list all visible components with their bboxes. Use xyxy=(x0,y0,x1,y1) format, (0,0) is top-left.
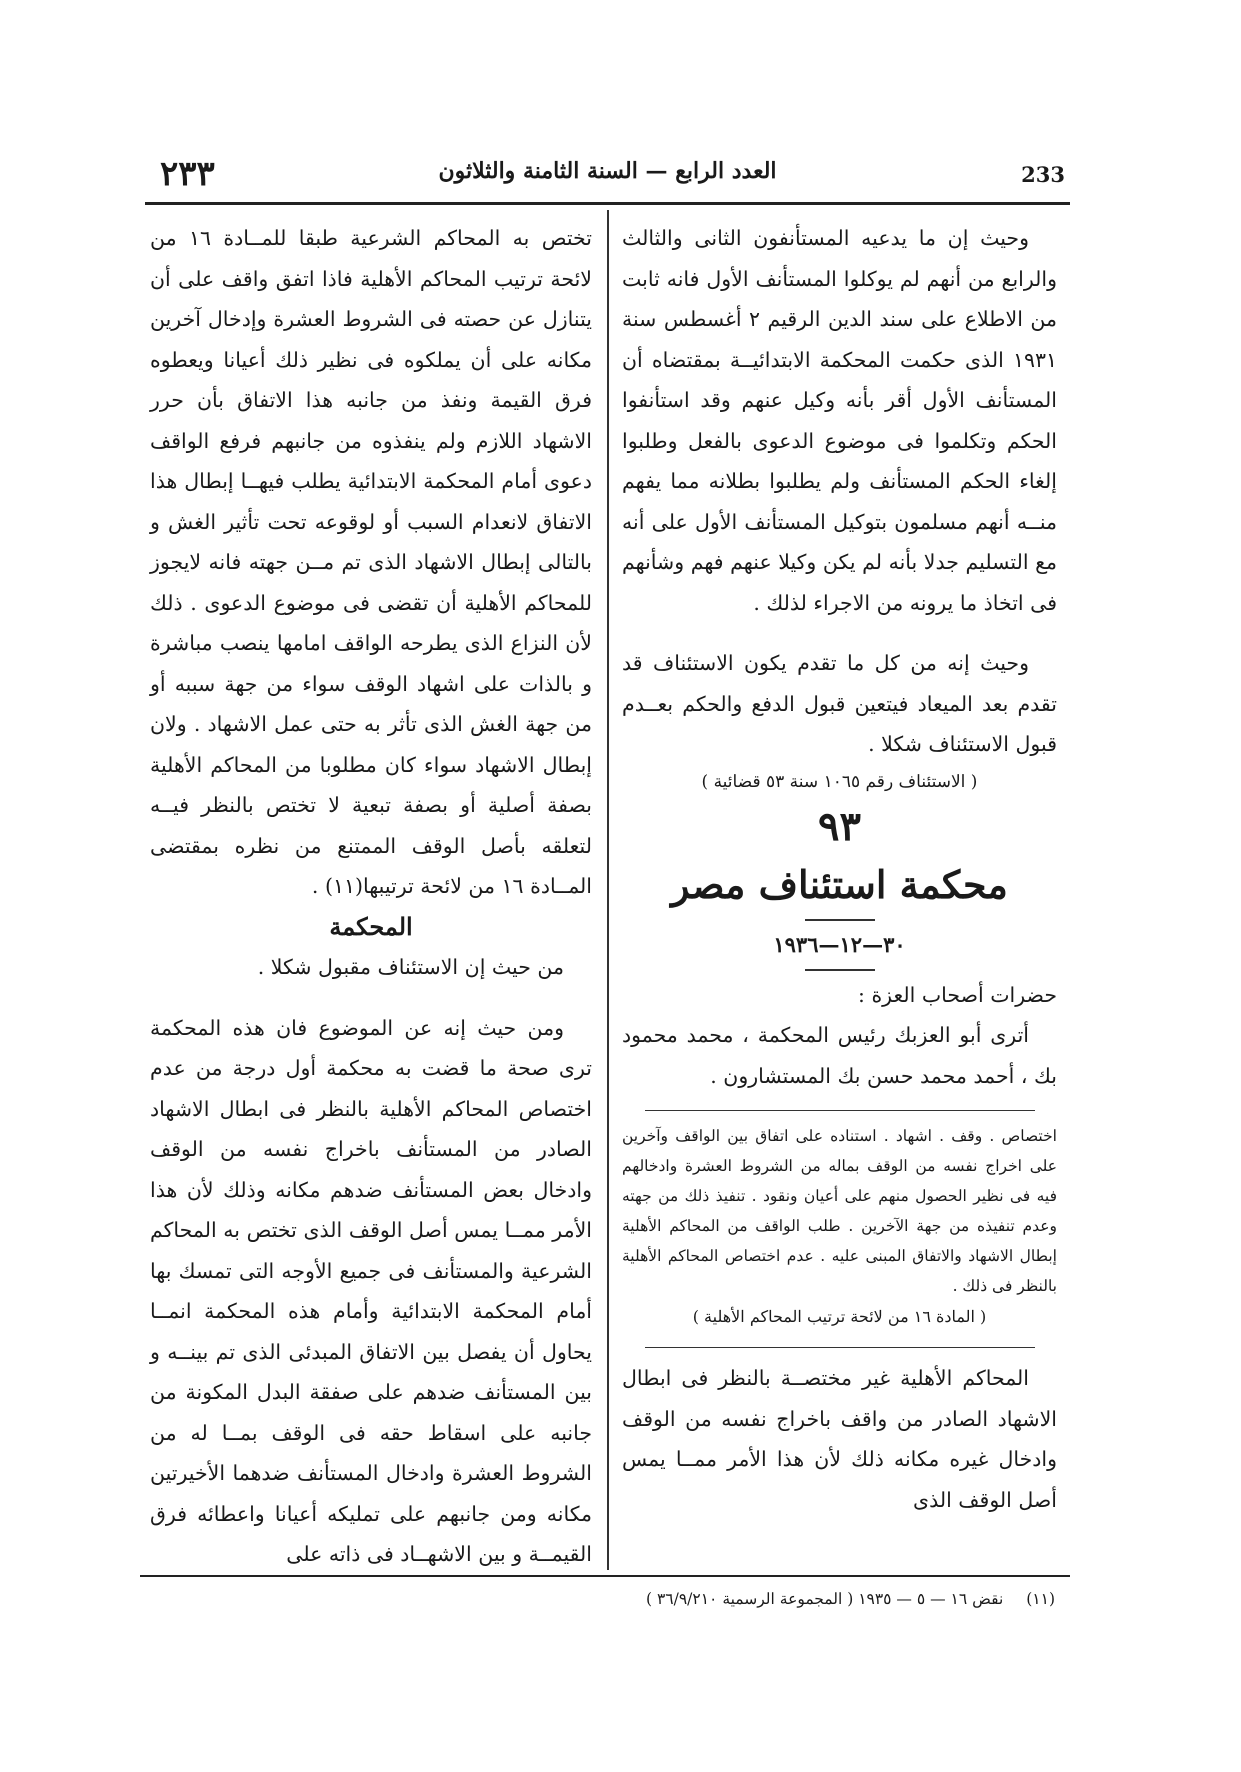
divider xyxy=(805,919,875,921)
divider xyxy=(645,1347,1035,1348)
paragraph: المحاكم الأهلية غير مختصــة بالنظر فى ابطال الاشهاد الصادر من واقف باخراج نفسه من الوقف وادخال غيره مكانه ذلك لأن هذا الأمر ممــا يمس أصل الوقف الذى xyxy=(622,1366,1057,1512)
left-column xyxy=(150,218,592,1575)
appeal-reference: ( الاستئناف رقم ١٠٦٥ سنة ٥٣ قضائية ) xyxy=(701,771,978,792)
panel-members: أترى أبو العزبك رئيس المحكمة ، محمد محمود بك ، أحمد محمد حسن بك المستشارون . xyxy=(622,1023,1057,1088)
page-header xyxy=(150,150,1065,200)
paragraph: ومن حيث إنه عن الموضوع فان هذه المحكمة ترى صحة ما قضت به محكمة أول درجة من عدم اختصاص المحاكم الأهلية بالنظر فى ابطال الاشهاد الصادر من المستأنف باخراج نفسه من الوقف وادخال بعض المستأنف ضدهم مكانه وذلك لأن هذا الأمر ممــا يمس أصل الوقف الذى تختص به المحاكم الشرعية والمستأنف فى جميع الأوجه التى تمسك بها أمام المحكمة الابتدائية وأمام هذه المحكمة انمــا يحاول أن يفصل بين الاتفاق المبدئى الذى تم بينــه و بين المستأنف ضدهم على صفقة البدل المكونة من جانبه على اسقاط حقه فى الوقف بمــا له من الشروط العشرة وادخال المستأنف ضدهما الأخيرتين مكانه ومن جانبهم على تمليكه أعيانا واعطائه فرق القيمــة و بين الاشهــاد فى ذاته على xyxy=(150,1015,592,1566)
footnote-mark: (١١) xyxy=(1026,1590,1055,1608)
divider xyxy=(805,969,875,971)
header-rule xyxy=(145,202,1070,205)
footnote-rule xyxy=(140,1575,1070,1577)
paragraph: وحيث إنه من كل ما تقدم يكون الاستئناف قد تقدم بعد الميعاد فيتعين قبول الدفع والحكم بعــدم قبول الاستئناف شكلا . xyxy=(622,651,1057,756)
paragraph: من حيث إن الاستئناف مقبول شكلا . xyxy=(257,955,564,979)
page-number-latin: 233 xyxy=(1021,162,1065,187)
paragraph: وحيث إن ما يدعيه المستأنفون الثانى والثالث والرابع من أنهم لم يوكلوا المستأنف الأول فانه ثابت من الاطلاع على سند الدين الرقيم ٢ أغسطس سنة ١٩٣١ الذى حكمت المحكمة الابتدائيــة بمقتضاه أن المستأنف الأول أقر بأنه وكيل عنهم وقد استأنفوا الحكم وتكلموا فى موضوع الدعوى بالفعل وطلبوا إلغاء الحكم المستأنف ولم يطلبوا بطلانه مما يفهم منــه أنهم مسلمون بتوكيل المستأنف الأول على أنه مع التسليم جدلا بأنه لم يكن وكيلا عنهم فهم وشأنهم فى اتخاذ ما يرونه من الاجراء لذلك . xyxy=(622,226,1057,615)
page-number-arabic: ٢٣٣ xyxy=(160,154,215,194)
journal-issue-title: العدد الرابع — السنة الثامنة والثلاثون xyxy=(438,158,777,184)
right-column xyxy=(622,218,1057,1520)
footnote-text: نقض ١٦ — ٥ — ١٩٣٥ ( المجموعة الرسمية ٣٦/٩/٢١٠ ) xyxy=(646,1590,1004,1608)
footnote xyxy=(150,1586,1055,1612)
case-summary: اختصاص . وقف . اشهاد . استناده على اتفاق بين الواقف وآخرين على اخراج نفسه من الوقف بماله من الشروط العشرة وادخالهم فيه فى نظير الحصول منهم على أعيان ونقود . تنفيذ ذلك من جهته وعدم تنفيذه من جهة الآخرين . طلب الواقف من المحاكم الأهلية إبطال الاشهاد والاتفاق المبنى عليه . عدم اختصاص المحاكم الأهلية بالنظر فى ذلك . xyxy=(622,1127,1057,1295)
court-name: محكمة استئناف مصر xyxy=(671,861,1008,907)
divider xyxy=(645,1110,1035,1111)
column-divider xyxy=(607,210,609,1570)
paragraph: تختص به المحاكم الشرعية طبقا للمــادة ١٦ من لائحة ترتيب المحاكم الأهلية فاذا اتفق واقف على أن يتنازل عن حصته فى الشروط العشرة وإدخال آخرين مكانه على أن يملكوه فى نظير ذلك أعيانا ويعطوه فرق القيمة ونفذ من جانبه هذا الاتفاق بأن حرر الاشهاد اللازم ولم ينفذوه من جانبهم فرفع الواقف دعوى أمام المحكمة الابتدائية يطلب فيهــا إبطال هذا الاتفاق لانعدام السبب أو لوقوعه تحت تأثير الغش و بالتالى إبطال الاشهاد الذى تم مــن جهته فانه لايجوز للمحاكم الأهلية أن تقضى فى موضوع الدعوى . ذلك لأن النزاع الذى يطرحه الواقف امامها ينصب مباشرة و بالذات على اشهاد الوقف سواء من جهة سببه أو من جهة الغش الذى تأثر به حتى عمل الاشهاد . ولان إبطال الاشهاد سواء كان مطلوبا من المحاكم الأهلية بصفة أصلية أو بصفة تبعية لا تختص بالنظر فيــه لتعلقه بأصل الوقف الممتنع من نظره بمقتضى المــادة ١٦ من لائحة ترتيبها(١١) . xyxy=(150,226,592,898)
section-heading: المحكمة xyxy=(329,911,413,941)
decision-date: ٣٠—١٢—١٩٣٦ xyxy=(773,931,906,957)
case-number: ٩٣ xyxy=(818,802,861,850)
article-reference: ( المادة ١٦ من لائحة ترتيب المحاكم الأهلية ) xyxy=(692,1307,987,1326)
panel-label: حضرات أصحاب العزة : xyxy=(858,982,1057,1007)
